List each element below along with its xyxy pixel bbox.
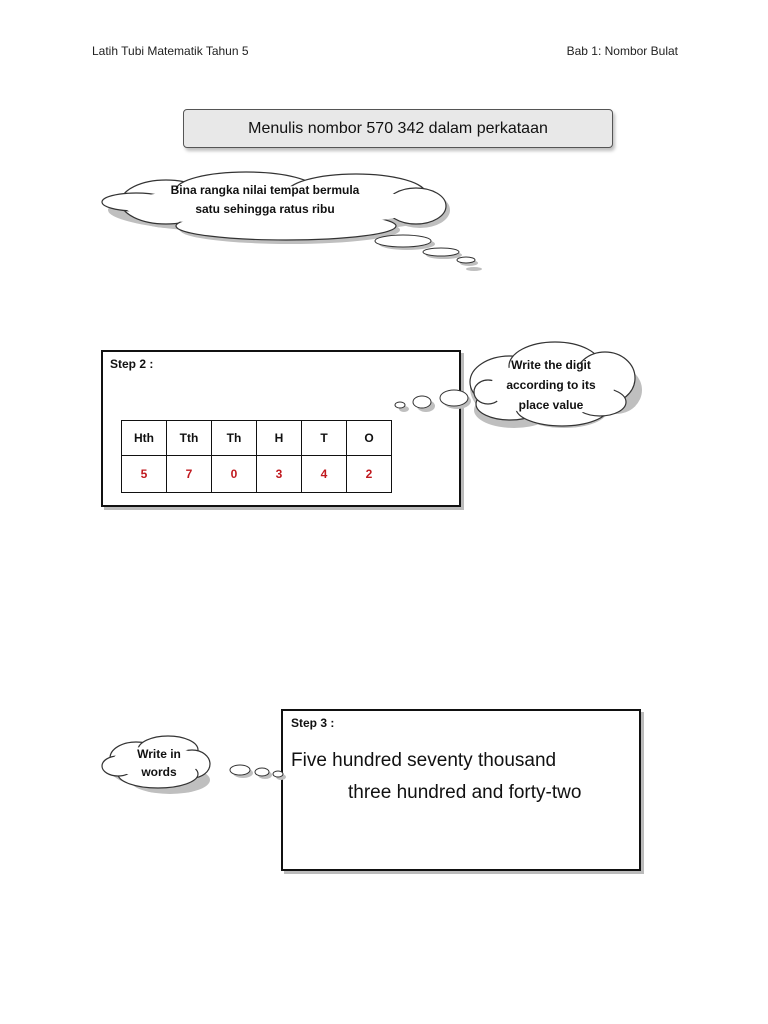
pv-digit-hth: 5 [122,456,167,493]
place-value-digit-row [122,456,392,493]
pv-digit-h: 3 [257,456,302,493]
cloud-3-text: Write in words [137,747,181,779]
pv-header-t: T [302,421,347,456]
header-right: Bab 1: Nombor Bulat [566,44,678,58]
place-value-table [121,420,392,493]
pv-digit-o: 2 [347,456,392,493]
pv-header-tth: Tth [167,421,212,456]
pv-digit-tth: 7 [167,456,212,493]
step-2-label: Step 2 : [110,357,154,371]
pv-header-th: Th [212,421,257,456]
pv-digit-th: 0 [212,456,257,493]
title-box [183,109,613,148]
cloud-2-text: Write the digit according to its place value [506,358,596,412]
pv-header-o: O [347,421,392,456]
page-title: Menulis nombor 570 342 dalam perkataan [248,119,548,137]
step-3-label: Step 3 : [291,716,335,730]
cloud-1-text: Bina rangka nilai tempat bermula satu sehingga ratus ribu [170,183,360,216]
header-left: Latih Tubi Matematik Tahun 5 [92,44,249,58]
place-value-header-row [122,421,392,456]
pv-header-h: H [257,421,302,456]
answer-line-2: three hundred and forty-two [348,782,582,803]
pv-header-hth: Hth [122,421,167,456]
answer-line-1: Five hundred seventy thousand [291,750,557,771]
pv-digit-t: 4 [302,456,347,493]
